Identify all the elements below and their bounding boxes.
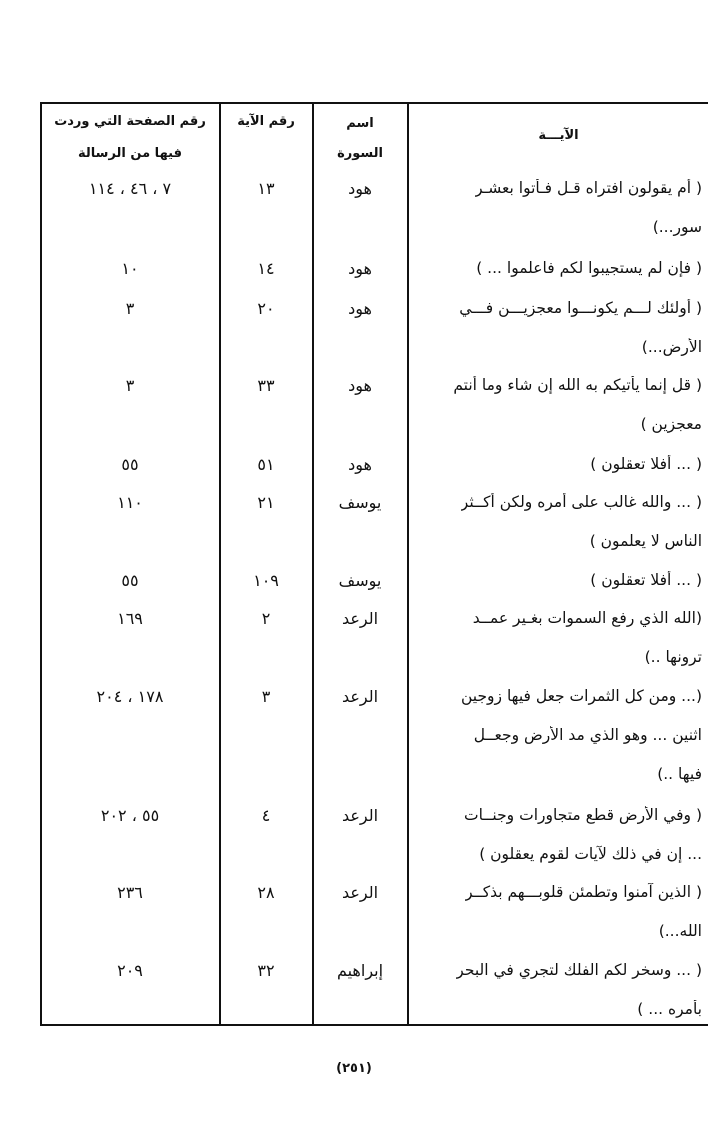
verse-line: ( أم يقولون افتراه قـل فـأتوا بعشـر: [475, 179, 702, 197]
sura-name: يوسف: [338, 493, 382, 512]
ayah-number: ٢٠: [257, 299, 275, 318]
verse-line: ترونها ..): [644, 648, 702, 666]
ayah-number: ٣٢: [257, 961, 275, 980]
sura-name: هود: [348, 455, 372, 474]
page-references: ٣: [125, 299, 135, 318]
sura-name: الرعد: [341, 806, 379, 825]
page-references: ٥٥: [121, 571, 139, 590]
ayah-number: ٢٨: [257, 883, 275, 902]
ayah-number: ٢١: [257, 493, 275, 512]
sura-name: إبراهيم: [336, 961, 384, 980]
ayah-number: ٥١: [257, 455, 275, 474]
verse-line: فيها ..): [657, 765, 702, 783]
page-number: (٢٥١): [336, 1061, 372, 1076]
verse-line: الناس لا يعلمون ): [589, 532, 702, 550]
table-top-border: [41, 102, 708, 104]
ayah-number: ٢: [261, 609, 271, 628]
verse-line: ( الذين آمنوا وتطمئن قلوبـــهم بذكــر: [465, 883, 702, 901]
page-references: ١٧٨ ، ٢٠٤: [96, 687, 164, 706]
ayah-number: ٣٣: [257, 376, 275, 395]
page-references: ٢٣٦: [117, 883, 143, 902]
ayah-number: ٣: [261, 687, 271, 706]
header-verse: الآيـــة: [538, 128, 579, 143]
verse-line: بأمره ... ): [637, 1000, 702, 1018]
verse-line: ( ... وسخر لكم الفلك لتجري في البحر: [456, 961, 702, 979]
verse-line: سور...): [652, 218, 702, 236]
header-page-ref-line1: رقم الصفحة التي وردت: [54, 114, 206, 129]
ayah-number: ٤: [261, 806, 271, 825]
sura-name: هود: [348, 376, 372, 395]
page-references: ٣: [125, 376, 135, 395]
verse-line: ( ... أفلا تعقلون ): [590, 571, 702, 589]
verse-line: اثنين ... وهو الذي مد الأرض وجعــل: [473, 726, 702, 744]
header-sura-line2: السورة: [337, 146, 383, 161]
verse-line: ( قل إنما يأتيكم به الله إن شاء وما أنتم: [453, 376, 702, 394]
verse-line: ( أولئك لـــم يكونـــوا معجزيـــن فـــي: [459, 299, 702, 317]
verse-line: ( فإن لم يستجيبوا لكم فاعلموا ... ): [476, 259, 702, 277]
column-divider-sura: [407, 102, 409, 1026]
page-references: ١٦٩: [117, 609, 143, 628]
verse-line: (الله الذي رفع السموات بغـير عمــد: [472, 609, 702, 627]
verse-line: ... إن في ذلك لآيات لقوم يعقلون ): [479, 845, 702, 863]
sura-name: هود: [348, 179, 372, 198]
verse-line: معجزين ): [640, 415, 702, 433]
verse-line: ( وفي الأرض قطع متجاورات وجنــات: [464, 806, 702, 824]
page-references: ٥٥ ، ٢٠٢: [100, 806, 160, 825]
sura-name: الرعد: [341, 687, 379, 706]
header-ayah-number: رقم الآية: [237, 114, 295, 129]
page-references: ٢٠٩: [117, 961, 143, 980]
verse-line: ( ... أفلا تعقلون ): [590, 455, 702, 473]
page-references: ١١٠: [117, 493, 143, 512]
verse-line: الله...): [658, 922, 702, 940]
sura-name: الرعد: [341, 609, 379, 628]
verse-line: ( ... والله غالب على أمره ولكن أكــثر: [460, 493, 702, 511]
sura-name: الرعد: [341, 883, 379, 902]
ayah-number: ١٣: [257, 179, 275, 198]
header-sura-line1: اسم: [346, 116, 374, 131]
page-references: ٥٥: [121, 455, 139, 474]
sura-name: هود: [348, 299, 372, 318]
page-references: ٧ ، ٤٦ ، ١١٤: [88, 179, 172, 198]
sura-name: هود: [348, 259, 372, 278]
ayah-number: ١٤: [257, 259, 275, 278]
sura-name: يوسف: [338, 571, 382, 590]
header-page-ref-line2: فيها من الرسالة: [78, 146, 182, 161]
verse-line: (... ومن كل الثمرات جعل فيها زوجين: [461, 687, 702, 705]
page-references: ١٠: [121, 259, 139, 278]
verse-line: الأرض...): [641, 338, 702, 356]
table-bottom-border: [41, 1024, 708, 1026]
ayah-number: ١٠٩: [253, 571, 279, 590]
